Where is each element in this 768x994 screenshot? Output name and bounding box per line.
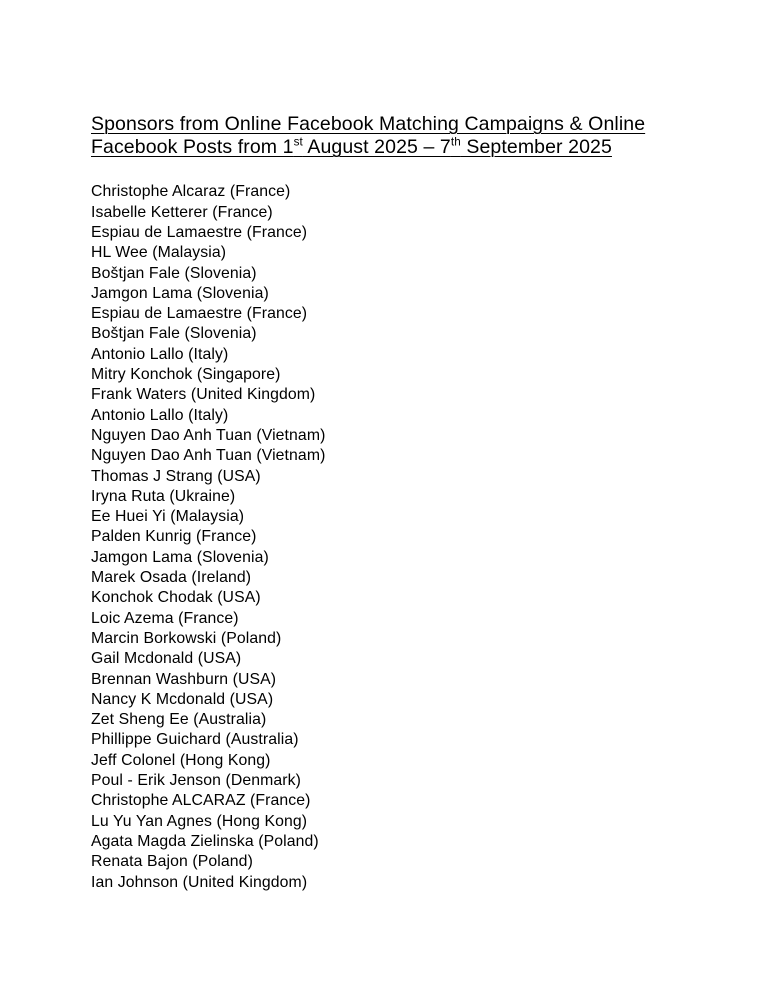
- list-item: Ee Huei Yi (Malaysia): [91, 508, 245, 526]
- list-item: Mitry Konchok (Singapore): [91, 366, 281, 384]
- list-item: Nguyen Dao Anh Tuan (Vietnam): [91, 426, 326, 444]
- list-item: Christophe Alcaraz (France): [91, 183, 291, 201]
- list-item: Gail Mcdonald (USA): [91, 650, 242, 668]
- title-line2: [91, 136, 612, 158]
- list-item: Lu Yu Yan Agnes (Hong Kong): [91, 812, 308, 830]
- list-item: Ian Johnson (United Kingdom): [91, 873, 308, 891]
- list-item: Loic Azema (France): [91, 609, 239, 627]
- list-item: Agata Magda Zielinska (Poland): [91, 832, 319, 850]
- list-item: Christophe ALCARAZ (France): [91, 792, 311, 810]
- list-item: Isabelle Ketterer (France): [91, 203, 273, 221]
- list-item: Antonio Lallo (Italy): [91, 345, 229, 363]
- title-line2-part1: Facebook Posts from 1: [91, 136, 294, 159]
- list-item: Jeff Colonel (Hong Kong): [91, 751, 271, 769]
- list-item: Palden Kunrig (France): [91, 528, 257, 546]
- list-item: Poul - Erik Jenson (Denmark): [91, 772, 301, 790]
- title-superscript-th: th: [450, 135, 461, 149]
- list-item: Frank Waters (United Kingdom): [91, 386, 316, 404]
- list-item: Nguyen Dao Anh Tuan (Vietnam): [91, 447, 326, 465]
- list-item: Boštjan Fale (Slovenia): [91, 325, 257, 343]
- list-item: HL Wee (Malaysia): [91, 244, 227, 262]
- list-item: Nancy K Mcdonald (USA): [91, 690, 274, 708]
- page-title: [91, 113, 668, 159]
- list-item: Antonio Lallo (Italy): [91, 406, 229, 424]
- title-line2-part2: August 2025 – 7: [302, 136, 451, 159]
- list-item: Renata Bajon (Poland): [91, 853, 253, 871]
- list-item: Thomas J Strang (USA): [91, 467, 261, 485]
- list-item: Espiau de Lamaestre (France): [91, 305, 308, 323]
- list-item: Brennan Washburn (USA): [91, 670, 277, 688]
- list-item: Jamgon Lama (Slovenia): [91, 284, 269, 302]
- list-item: Marek Osada (Ireland): [91, 569, 252, 587]
- title-superscript-st: st: [293, 135, 303, 149]
- list-item: Phillippe Guichard (Australia): [91, 731, 299, 749]
- list-item: Iryna Ruta (Ukraine): [91, 487, 236, 505]
- list-item: Konchok Chodak (USA): [91, 589, 261, 607]
- list-item: Jamgon Lama (Slovenia): [91, 548, 269, 566]
- title-line1: Sponsors from Online Facebook Matching Campaigns & Online: [91, 113, 646, 135]
- list-item: Espiau de Lamaestre (France): [91, 224, 308, 241]
- sponsor-list: [91, 182, 668, 892]
- list-item: Marcin Borkowski (Poland): [91, 629, 282, 647]
- list-item: Boštjan Fale (Slovenia): [91, 264, 257, 282]
- list-item: Zet Sheng Ee (Australia): [91, 711, 267, 729]
- title-line2-part3: September 2025: [460, 136, 612, 159]
